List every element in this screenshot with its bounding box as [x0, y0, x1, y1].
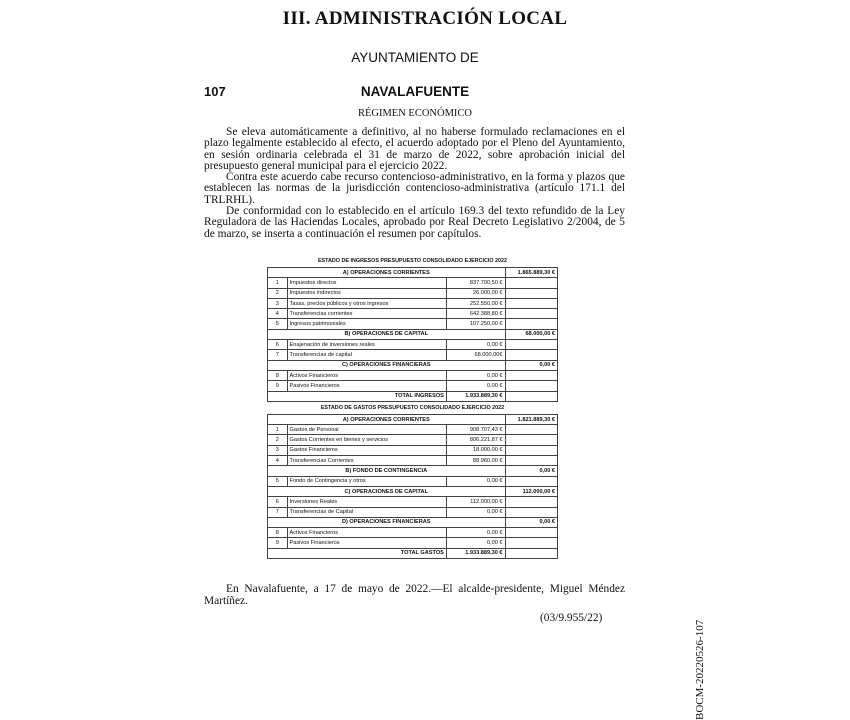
- chapter-description: Gastos Financieros: [287, 445, 446, 455]
- table-row: [268, 507, 558, 517]
- table-row: [268, 288, 558, 298]
- chapter-number: 9: [268, 381, 288, 391]
- chapter-amount: 107.250,00 €: [446, 319, 505, 329]
- ingresos-total-row: [268, 391, 558, 401]
- chapter-amount: 0,00 €: [446, 538, 505, 548]
- body-text: [204, 127, 625, 240]
- body-paragraph: Contra este acuerdo cabe recurso contencioso-administrativo, en la forma y plazos que establecen las normas de la jurisdicción contencioso-administrativa (artículo 171.1 del TRLRHL).: [204, 171, 625, 206]
- chapter-description: Pasivos Financieros: [287, 381, 446, 391]
- body-paragraph: Se eleva automáticamente a definitivo, al no haberse formulado reclamaciones en el plazo legalmente establecido al efecto, el acuerdo adoptado por el Pleno del Ayuntamiento, en sesión ordinaria celebrada el 31 de marzo de 2022, sobre aprobación inicial del presupuesto general municipal para el ejercicio 2022.: [204, 126, 625, 172]
- group-header-row: [268, 360, 558, 370]
- group-label: C) OPERACIONES DE CAPITAL: [268, 486, 506, 496]
- chapter-number: 5: [268, 319, 288, 329]
- ingresos-table-title: ESTADO DE INGRESOS PRESUPUESTO CONSOLIDADO EJERCICIO 2022: [317, 258, 508, 264]
- empty-cell: [505, 381, 557, 391]
- empty-cell: [505, 278, 557, 288]
- chapter-description: Tasas, precios públicos y otros ingresos: [287, 298, 446, 308]
- empty-cell: [505, 288, 557, 298]
- chapter-number: 7: [268, 507, 288, 517]
- chapter-number: 9: [268, 538, 288, 548]
- table-row: [268, 298, 558, 308]
- subject-heading: RÉGIMEN ECONÓMICO: [357, 108, 473, 119]
- chapter-number: 4: [268, 456, 288, 466]
- chapter-amount: 88.960,00 €: [446, 456, 505, 466]
- chapter-description: Inversiones Reales: [287, 497, 446, 507]
- chapter-amount: 908.707,43 €: [446, 425, 505, 435]
- chapter-number: 8: [268, 370, 288, 380]
- chapter-amount: 112.000,00 €: [446, 497, 505, 507]
- empty-cell: [505, 507, 557, 517]
- chapter-number: 1: [268, 278, 288, 288]
- municipality-name: NAVALAFUENTE: [360, 84, 470, 99]
- side-margin-code: BOCM-20220526-107: [694, 619, 706, 720]
- chapter-amount: 806.221,87 €: [446, 435, 505, 445]
- chapter-description: Gastos de Personal: [287, 425, 446, 435]
- table-row: [268, 319, 558, 329]
- chapter-amount: 0,00 €: [446, 381, 505, 391]
- group-total: 0,00 €: [505, 360, 557, 370]
- empty-cell: [505, 456, 557, 466]
- ingresos-table-title-row: [268, 255, 558, 268]
- group-header-row: [268, 486, 558, 496]
- table-row: [268, 528, 558, 538]
- table-row: [268, 435, 558, 445]
- table-row: [268, 445, 558, 455]
- table-row: [268, 370, 558, 380]
- table-row: [268, 309, 558, 319]
- chapter-amount: 26.000,00 €: [446, 288, 505, 298]
- section-title: III. ADMINISTRACIÓN LOCAL: [282, 8, 568, 29]
- table-row: [268, 456, 558, 466]
- table-row: [268, 278, 558, 288]
- chapter-description: Activos Financieros: [287, 370, 446, 380]
- chapter-number: 7: [268, 350, 288, 360]
- empty-cell: [505, 435, 557, 445]
- group-total: 68.000,00 €: [505, 329, 557, 339]
- municipality-label: AYUNTAMIENTO DE: [351, 50, 479, 65]
- chapter-description: Ingresos patrimoniales: [287, 319, 446, 329]
- chapter-number: 6: [268, 497, 288, 507]
- empty-cell: [505, 350, 557, 360]
- chapter-amount: 642.388,80 €: [446, 309, 505, 319]
- chapter-amount: 0,00 €: [446, 340, 505, 350]
- group-header-row: [268, 517, 558, 527]
- chapter-number: 6: [268, 340, 288, 350]
- group-total: 0,00 €: [505, 466, 557, 476]
- chapter-amount: 0,00 €: [446, 507, 505, 517]
- empty-cell: [505, 497, 557, 507]
- chapter-number: 2: [268, 288, 288, 298]
- gastos-table-title: ESTADO DE GASTOS PRESUPUESTO CONSOLIDADO EJERCICIO 2022: [320, 404, 505, 411]
- chapter-number: 3: [268, 298, 288, 308]
- chapter-description: Enajenación de inversiones reales: [287, 340, 446, 350]
- signature-line: En Navalafuente, a 17 de mayo de 2022.—El alcalde-presidente, Miguel Méndez Martíñez.: [204, 583, 625, 607]
- chapter-description: Transferencias Corrientes: [287, 456, 446, 466]
- chapter-number: 2: [268, 435, 288, 445]
- total-label: TOTAL INGRESOS: [268, 391, 447, 401]
- total-label: TOTAL GASTOS: [268, 548, 447, 558]
- chapter-description: Impuestos indirectos: [287, 288, 446, 298]
- empty-cell: [505, 528, 557, 538]
- chapter-number: 8: [268, 528, 288, 538]
- chapter-description: Gastos Corrientes en bienes y servicios: [287, 435, 446, 445]
- empty-cell: [505, 309, 557, 319]
- announcement-number: 107: [204, 84, 226, 99]
- chapter-amount: 0,00 €: [446, 528, 505, 538]
- empty-cell: [505, 391, 557, 401]
- empty-cell: [505, 319, 557, 329]
- group-label: A) OPERACIONES CORRIENTES: [268, 414, 506, 424]
- chapter-description: Fondo de Contingencia y otros: [287, 476, 446, 486]
- group-header-row: [268, 329, 558, 339]
- group-total: 1.821.889,30 €: [505, 414, 557, 424]
- group-total: 1.865.889,30 €: [505, 268, 557, 278]
- table-row: [268, 340, 558, 350]
- group-total: 0,00 €: [505, 517, 557, 527]
- chapter-description: Transferencias corrientes: [287, 309, 446, 319]
- chapter-amount: 837.700,50 €: [446, 278, 505, 288]
- empty-cell: [505, 476, 557, 486]
- total-amount: 1.933.889,30 €: [446, 548, 505, 558]
- chapter-number: 5: [268, 476, 288, 486]
- total-amount: 1.933.889,30 €: [446, 391, 505, 401]
- table-row: [268, 425, 558, 435]
- group-label: C) OPERACIONES FINANCIERAS: [268, 360, 506, 370]
- empty-cell: [505, 538, 557, 548]
- empty-cell: [505, 298, 557, 308]
- group-header-row: [268, 466, 558, 476]
- group-label: A) OPERACIONES CORRIENTES: [268, 268, 506, 278]
- empty-cell: [505, 370, 557, 380]
- body-paragraph: De conformidad con lo establecido en el artículo 169.3 del texto refundido de la Ley Reguladora de las Haciendas Locales, aprobado por Real Decreto Legislativo 2/2004, de 5 de marzo, se inserta a continuación el resumen por capítulos.: [204, 205, 625, 240]
- chapter-number: 4: [268, 309, 288, 319]
- chapter-amount: 68.000,00€: [446, 350, 505, 360]
- chapter-number: 1: [268, 425, 288, 435]
- table-row: [268, 381, 558, 391]
- table-row: [268, 497, 558, 507]
- chapter-amount: 252.550,00 €: [446, 298, 505, 308]
- group-total: 112.000,00 €: [505, 486, 557, 496]
- gastos-total-row: [268, 548, 558, 558]
- chapter-amount: 0,00 €: [446, 476, 505, 486]
- group-header-row: [268, 268, 558, 278]
- chapter-amount: 18.000,00 €: [446, 445, 505, 455]
- table-row: [268, 538, 558, 548]
- group-label: B) OPERACIONES DE CAPITAL: [268, 329, 506, 339]
- budget-summary-table: [267, 255, 558, 559]
- empty-cell: [505, 445, 557, 455]
- chapter-amount: 0,00 €: [446, 370, 505, 380]
- chapter-description: Pasivos Financieros: [287, 538, 446, 548]
- group-label: B) FONDO DE CONTINGENCIA: [268, 466, 506, 476]
- chapter-description: Transferencias de Capital: [287, 507, 446, 517]
- group-header-row: [268, 414, 558, 424]
- reference-code: (03/9.955/22): [540, 612, 603, 624]
- gastos-table-title-row: [268, 401, 558, 414]
- empty-cell: [505, 425, 557, 435]
- empty-cell: [505, 548, 557, 558]
- group-label: D) OPERACIONES FINANCIERAS: [268, 517, 506, 527]
- chapter-number: 3: [268, 445, 288, 455]
- chapter-description: Impuestos directos: [287, 278, 446, 288]
- chapter-description: Transferencias de capital: [287, 350, 446, 360]
- chapter-description: Activos Financieros: [287, 528, 446, 538]
- table-row: [268, 350, 558, 360]
- table-row: [268, 476, 558, 486]
- empty-cell: [505, 340, 557, 350]
